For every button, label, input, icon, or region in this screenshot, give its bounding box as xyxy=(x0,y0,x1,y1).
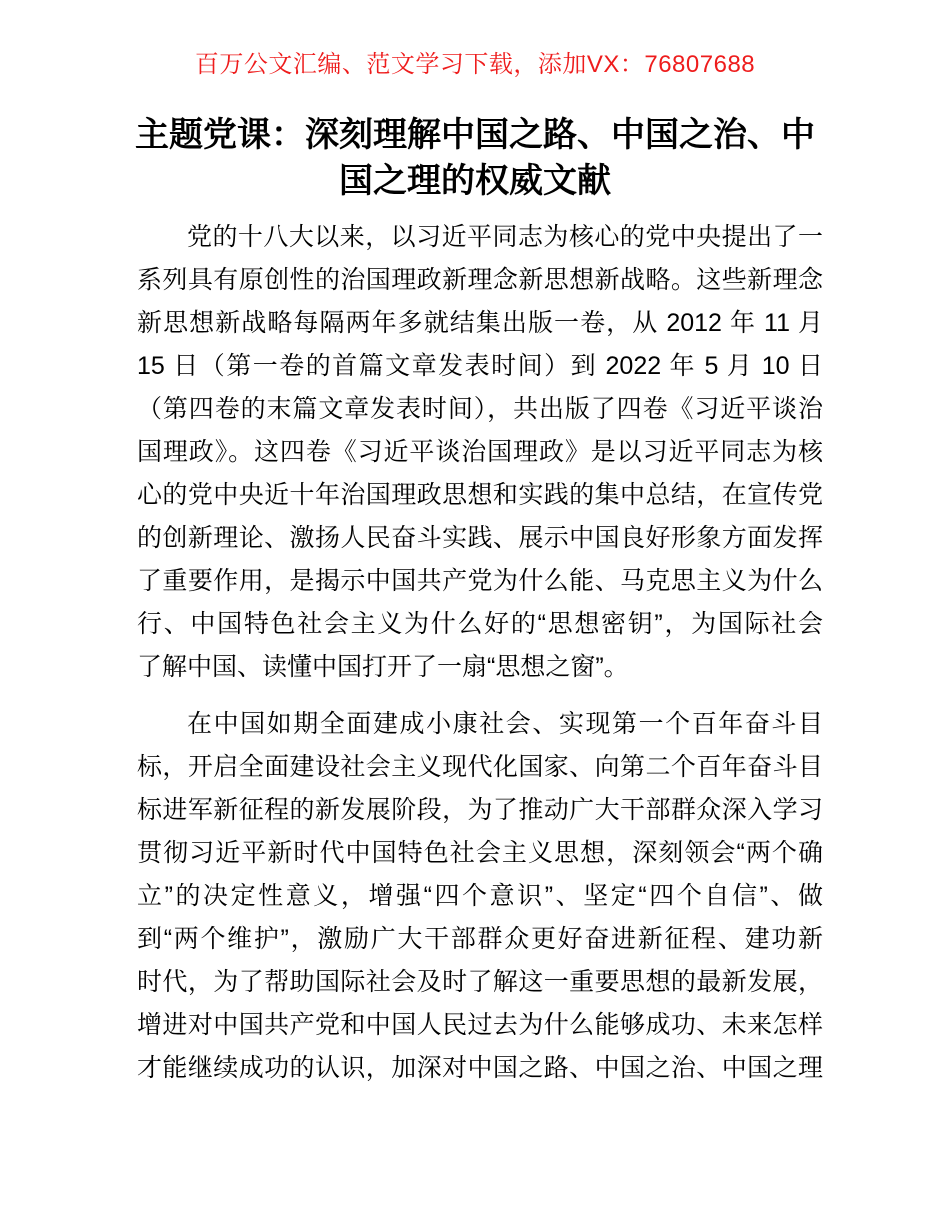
text-line: 新思想新战略每隔两年多就结集出版一卷，从 2012 年 11 月 xyxy=(137,309,823,337)
text-line: 了解中国、读懂中国打开了一扇“思想之窗”。 xyxy=(137,653,629,681)
text-line: 标，开启全面建设社会主义现代化国家、向第二个百年奋斗目 xyxy=(137,753,823,781)
text-line: 15 日（第一卷的首篇文章发表时间）到 2022 年 5 月 10 日 xyxy=(137,352,823,380)
text-line: 党的十八大以来，以习近平同志为核心的党中央提出了一 xyxy=(187,223,823,251)
header-notice: 百万公文汇编、范文学习下载，添加VX：76807688 xyxy=(194,51,756,78)
paragraph xyxy=(137,703,823,1090)
text-line: 立”的决定性意义，增强“四个意识”、坚定“四个自信”、做 xyxy=(137,882,823,910)
text-line: 行、中国特色社会主义为什么好的“思想密钥”，为国际社会 xyxy=(137,610,823,638)
text-line: 才能继续成功的认识，加深对中国之路、中国之治、中国之理 xyxy=(137,1054,823,1082)
document-body xyxy=(137,216,823,1104)
text-line: 时代，为了帮助国际社会及时了解这一重要思想的最新发展， xyxy=(137,968,823,996)
paragraph xyxy=(137,216,823,689)
text-line: 标进军新征程的新发展阶段，为了推动广大干部群众深入学习 xyxy=(137,796,823,824)
title-line-1: 主题党课：深刻理解中国之路、中国之治、中 xyxy=(135,116,815,154)
text-line: 国理政》。这四卷《习近平谈治国理政》是以习近平同志为核 xyxy=(137,438,823,466)
text-line: 贯彻习近平新时代中国特色社会主义思想，深刻领会“两个确 xyxy=(137,839,823,867)
text-line: 到“两个维护”，激励广大干部群众更好奋进新征程、建功新 xyxy=(137,925,823,953)
document-title xyxy=(120,112,830,204)
title-line-2: 国之理的权威文献 xyxy=(339,162,611,200)
text-line: 在中国如期全面建成小康社会、实现第一个百年奋斗目 xyxy=(187,710,823,738)
text-line: 增进对中国共产党和中国人民过去为什么能够成功、未来怎样 xyxy=(137,1011,823,1039)
text-line: 心的党中央近十年治国理政思想和实践的集中总结，在宣传党 xyxy=(137,481,823,509)
text-line: 系列具有原创性的治国理政新理念新思想新战略。这些新理念 xyxy=(137,266,823,294)
text-line: 的创新理论、激扬人民奋斗实践、展示中国良好形象方面发挥 xyxy=(137,524,823,552)
text-line: 了重要作用，是揭示中国共产党为什么能、马克思主义为什么 xyxy=(137,567,823,595)
text-line: （第四卷的末篇文章发表时间），共出版了四卷《习近平谈治 xyxy=(137,395,823,423)
